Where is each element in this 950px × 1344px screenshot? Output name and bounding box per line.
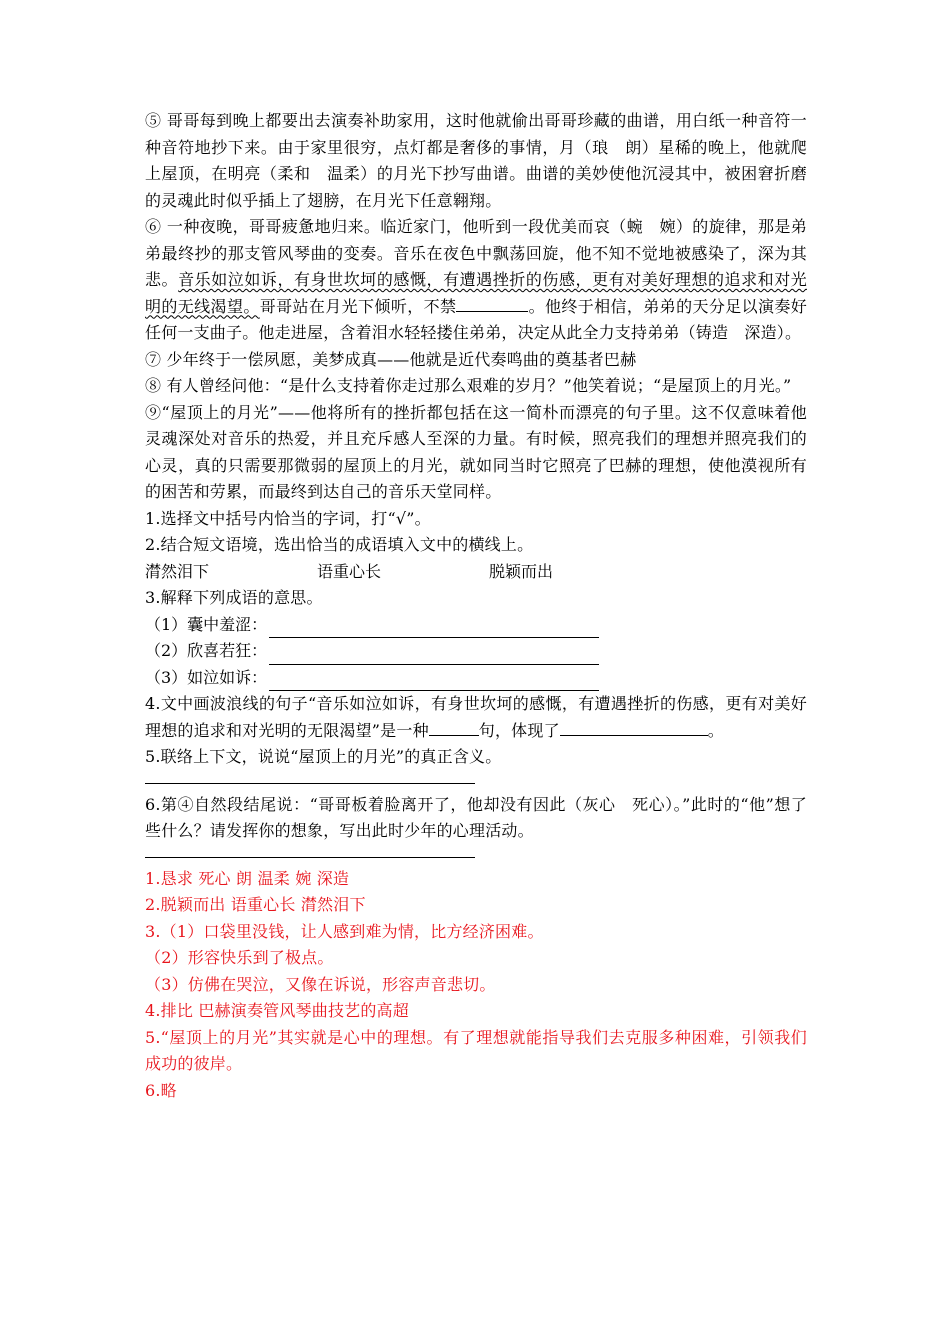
q3-item-label: （2）欣喜若狂： xyxy=(145,641,268,660)
answer-1: 1.恳求 死心 朗 温柔 婉 深造 xyxy=(145,868,350,888)
paragraph-6 xyxy=(145,214,807,347)
answer-6: 6.略 xyxy=(145,1080,177,1100)
answer-line[interactable] xyxy=(269,646,599,665)
question-4-end: 。 xyxy=(707,720,724,740)
paragraph-6-text: ⑥ 一种夜晚，哥哥疲惫地归来。临近家门，他听到一段优美而哀（蜿 婉）的旋律，那是弟弟最终抄的那支管风琴曲的变奏。音乐在夜色中飘荡回旋，他不知不觉地被感染了，深为其悲。 xyxy=(145,217,807,289)
q6-answer-line[interactable] xyxy=(145,845,475,858)
wavy-underlined-sentence: 音乐如泣如诉，有身世坎坷的感慨，有遭遇挫折的伤感，更有对美好理想的追求和对光明的无线渴望。 xyxy=(145,270,807,316)
answer-3-1: 3.（1）口袋里没钱，让人感到难为情，比方经济困难。 xyxy=(145,921,544,941)
paragraph-6-middle: 哥哥站在月光下倾听，不禁 xyxy=(259,296,457,316)
q3-item-2 xyxy=(145,638,807,665)
paragraph-5: ⑤ 哥哥每到晚上都要出去演奏补助家用，这时他就偷出哥哥珍藏的曲谱，用白纸一种音符一种音符地抄下来。由于家里很穷，点灯都是奢侈的事情，月（琅 朗）星稀的晚上，他就爬上屋顶，在明亮（柔和 温柔）的月光下抄写曲谱。曲谱的美妙使他沉浸其中，被困窘折磨的灵魂此时似乎插上了翅膀，在月光下任意翱翔。 xyxy=(145,111,807,210)
question-1: 1.选择文中括号内恰当的字词，打“√”。 xyxy=(145,508,431,528)
answer-5: 5.“屋顶上的月光”其实就是心中的理想。有了理想就能指导我们去克服多种困难，引领我们成功的彼岸。 xyxy=(145,1027,807,1073)
paragraph-8: ⑧ 有人曾经问他：“是什么支持着你走过那么艰难的岁月？”他笑着说；“是屋顶上的月光。” xyxy=(145,376,792,395)
answer-line[interactable] xyxy=(269,672,599,691)
idiom-option: 潸然泪下 xyxy=(145,561,210,581)
question-4-text-2: 句，体现了 xyxy=(478,720,560,740)
q3-item-label: （1）囊中羞涩： xyxy=(145,614,268,634)
paragraph-7: ⑦ 少年终于一偿夙愿，美梦成真——他就是近代奏鸣曲的奠基者巴赫 xyxy=(145,349,637,369)
answer-3-2: （2）形容快乐到了极点。 xyxy=(145,948,334,967)
q3-item-3 xyxy=(145,665,807,692)
answer-3-3: （3）仿佛在哭泣，又像在诉说，形容声音悲切。 xyxy=(145,974,496,994)
answer-4: 4.排比 巴赫演奏管风琴曲技艺的高超 xyxy=(145,1001,409,1020)
q5-answer-line[interactable] xyxy=(145,771,475,784)
idiom-blank[interactable] xyxy=(456,297,528,312)
idiom-option: 语重心长 xyxy=(317,561,382,581)
question-4-text: 4.文中画波浪线的句子“音乐如泣如诉，有身世坎坷的感慨，有遭遇挫折的伤感，更有对美好理想的追求和对光明的无限渴望”是一种 xyxy=(145,694,807,740)
answer-key xyxy=(145,866,807,1105)
paragraph-6-end: 。他终于相信，弟弟的天分足以演奏好任何一支曲子。他走进屋，含着泪水轻轻搂住弟弟，决定从此全力支持弟弟（铸造 深造）。 xyxy=(145,296,807,342)
sentence-type-blank[interactable] xyxy=(429,721,479,736)
document-content xyxy=(145,108,807,1104)
answer-line[interactable] xyxy=(269,619,599,638)
question-5: 5.联络上下文，说说“屋顶上的月光”的真正含义。 xyxy=(145,747,502,766)
q3-item-label: （3）如泣如诉： xyxy=(145,667,268,687)
question-6: 6.第④自然段结尾说：“哥哥板着脸离开了，他却没有因此（灰心 死心）。”此时的“他”想了些什么？请发挥你的想象，写出此时少年的心理活动。 xyxy=(145,794,807,840)
answer-2: 2.脱颖而出 语重心长 潸然泪下 xyxy=(145,895,366,914)
question-3: 3.解释下列成语的意思。 xyxy=(145,588,323,607)
reflection-blank[interactable] xyxy=(560,721,708,736)
idiom-option: 脱颖而出 xyxy=(489,561,554,581)
q3-item-1 xyxy=(145,612,807,639)
question-2: 2.结合短文语境，选出恰当的成语填入文中的横线上。 xyxy=(145,535,534,554)
question-4 xyxy=(145,691,807,744)
paragraph-9: ⑨“屋顶上的月光”——他将所有的挫折都包括在这一简朴而漂亮的句子里。这不仅意味着他灵魂深处对音乐的热爱，并且充斥感人至深的力量。有时候，照亮我们的理想并照亮我们的心灵，真的只需要那微弱的屋顶上的月光，就如同当时它照亮了巴赫的理想，使他漠视所有的困苦和劳累，而最终到达自己的音乐天堂同样。 xyxy=(145,402,807,501)
idiom-options xyxy=(145,559,807,586)
